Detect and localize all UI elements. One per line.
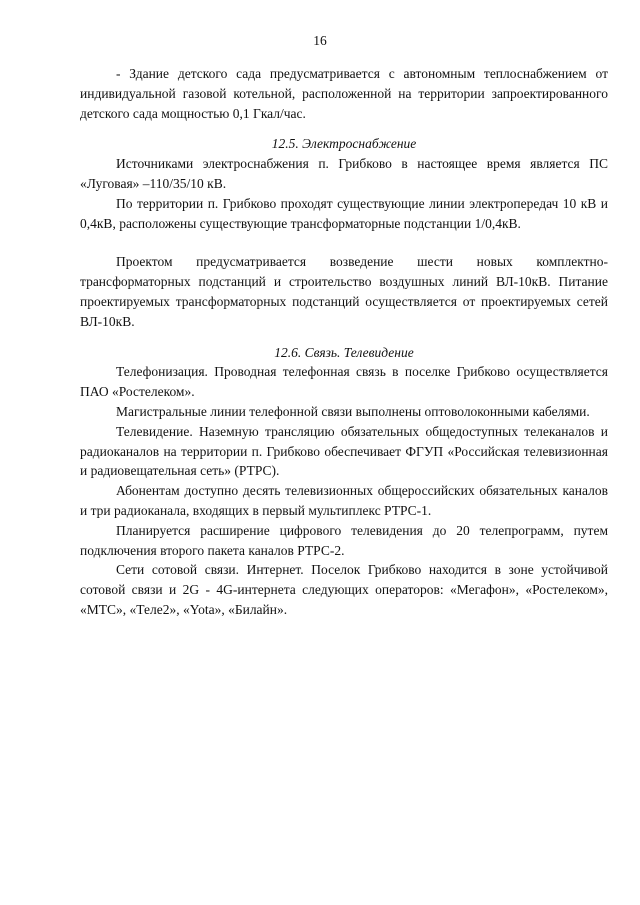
paragraph-telephony: Телефонизация. Проводная телефонная связь в поселке Грибково осуществляется ПАО «Ростелеком». xyxy=(80,364,608,400)
paragraph-power-lines: По территории п. Грибково проходят существующие линии электропередач 10 кВ и 0,4кВ, расположены существующие трансформаторные подстанции 1/0,4кВ. xyxy=(80,195,608,231)
section-heading-power-supply: 12.5. Электроснабжение xyxy=(271,136,417,152)
paragraph-power-project: Проектом предусматривается возведение шести новых комплектно-трансформаторных подстанций и строительство воздушных линий ВЛ-10кВ. Питание проектируемых трансформаторных подстанций осуществляется от проектируемых сетей ВЛ-10кВ. xyxy=(80,254,608,329)
paragraph-channels: Абонентам доступно десять телевизионных общероссийских обязательных каналов и три радиоканала, входящих в первый мультиплекс РТРС-1. xyxy=(80,483,608,518)
section-heading-communications: 12.6. Связь. Телевидение xyxy=(274,344,414,360)
paragraph-heating: - Здание детского сада предусматривается с автономным теплоснабжением от индивидуальной газовой котельной, расположенной на территории запроектированного детского сада мощностью 0,1 Гкал/час. xyxy=(80,66,608,121)
document-body xyxy=(80,64,608,620)
paragraph-digital-tv-expansion: Планируется расширение цифрового телевидения до 20 телепрограмм, путем подключения второго пакета каналов РТРС-2. xyxy=(80,522,608,558)
paragraph-trunk-lines: Магистральные линии телефонной связи выполнены оптоволоконными кабелями. xyxy=(116,403,590,419)
paragraph-cellular-internet: Сети сотовой связи. Интернет. Поселок Грибково находится в зоне устойчивой сотовой связи и 2G - 4G-интернета следующих операторов: «Мегафон», «Ростелеком», «МТС», «Теле2», «Yota», «Билайн». xyxy=(80,562,608,617)
page-number: 16 xyxy=(313,33,327,48)
paragraph-power-sources: Источниками электроснабжения п. Грибково в настоящее время является ПС «Луговая» –110/35/10 кВ. xyxy=(80,156,608,191)
paragraph-television: Телевидение. Наземную трансляцию обязательных общедоступных телеканалов и радиоканалов на территории п. Грибково обеспечивает ФГУП «Российская телевизионная и радиовещательная сеть» (РТРС). xyxy=(80,423,608,479)
